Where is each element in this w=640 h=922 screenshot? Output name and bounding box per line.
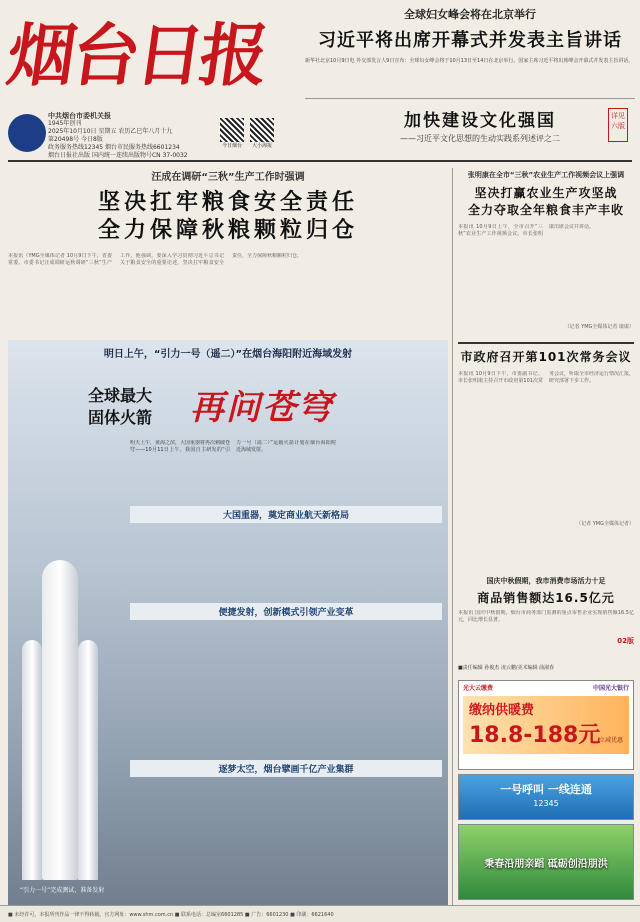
sales-story bbox=[458, 576, 634, 646]
masthead bbox=[2, 6, 298, 112]
rocket-kicker: 明日上午，“引力一号（遥二）”在烟台海阳附近海域发射 bbox=[103, 349, 353, 360]
side-kicker: 张明康在全市“三秋”农业生产工作视频会议上强调 bbox=[467, 171, 625, 179]
top-story bbox=[305, 6, 635, 112]
meeting-body: 本报讯 10月9日下午，市委副书记、市长张明康主持召开市政府第101次常务会议，听取全市经济运行情况汇报，研究部署下步工作。 bbox=[458, 371, 634, 384]
qr-code-icon[interactable] bbox=[250, 118, 274, 142]
rocket-title-line1: 全球最大 bbox=[87, 386, 152, 405]
sales-kicker: 国庆中秋假期，我市消费市场活力十足 bbox=[486, 577, 606, 585]
sales-title[interactable]: 商品销售额达16.5亿元 bbox=[477, 591, 615, 605]
ad-brand-1: 光大云缴费 bbox=[463, 685, 494, 692]
qr-label: 今日烟台 bbox=[221, 143, 242, 149]
today-pages: 今日8版 bbox=[81, 136, 103, 143]
meeting-story bbox=[458, 342, 634, 532]
newspaper-title: 烟台日报 bbox=[2, 16, 270, 96]
ad-fee-title: 缴纳供暖费 bbox=[469, 703, 535, 718]
cn-number: 国内统一连续出版物号CN 37-0032 bbox=[91, 152, 188, 159]
lead-body: 本报讯（YMG全媒体记者 10月9日下午，省委常委、市委书记汪成调研运秋调研“三秋”生产工作。他强调，要深入学习贯彻习近平总书记关于粮食安全的重要论述，坚决扛牢粮食安全责任，全力保障秋粮颗粒归仓。 bbox=[8, 253, 303, 266]
ad-fee-note: 立减优惠 bbox=[598, 737, 623, 744]
rocket-title-line2: 固体火箭 bbox=[87, 408, 152, 427]
lead-story bbox=[8, 168, 448, 338]
top-headline[interactable]: 习近平将出席开幕式并发表主旨讲话 bbox=[318, 30, 622, 51]
org: 烟台日报社出版 bbox=[48, 152, 91, 159]
side-story bbox=[458, 170, 634, 338]
ad-brand-2: 中国光大银行 bbox=[592, 685, 629, 692]
banner-text: 秉春沿朋亲蹈 砥砺创沿朋洪 bbox=[484, 859, 608, 870]
footer: ■ 未经许可，本报所刊作品一律不得转载。官方网址：www.shm.com.cn ■ 联系电话：总编室6601285 ■ 广告：6601230 ■ 印刷：6621640 bbox=[0, 905, 640, 922]
party-logo-icon bbox=[8, 114, 46, 152]
culture-title[interactable]: 加快建设文化强国 bbox=[404, 111, 556, 131]
culture-page-tag[interactable]: 详见六版 bbox=[608, 108, 628, 142]
meeting-credit: （记者 YMG全媒体记者） bbox=[576, 521, 634, 527]
rocket-caption: “引力一号”完成测试，准备发射 bbox=[20, 887, 105, 894]
spring-banner-ad[interactable] bbox=[458, 824, 634, 900]
meeting-title[interactable]: 市政府召开第101次常务会议 bbox=[460, 350, 632, 364]
hotline-title: 一号呼叫 一线连通 bbox=[500, 783, 592, 796]
rocket-body: 明天上午，黄海之滨，大国重器将再次刺破苍穹——10月11日上午，我国自主研发的“引力一号（遥二）”运载火箭计划在烟台海阳附近海域发射。 bbox=[130, 440, 336, 453]
side-credit: （记者 YMG全媒体记者 康康） bbox=[564, 324, 634, 330]
rocket-calligraphy: 再问苍穹 bbox=[190, 388, 334, 428]
publisher: 中共烟台市委机关报 bbox=[48, 112, 111, 120]
service-line: 政务服务热线12345 烟台市民服务热线6601234 bbox=[48, 144, 180, 151]
rocket-article bbox=[130, 440, 442, 900]
lead-kicker: 汪成在调研“三秋”生产工作时强调 bbox=[151, 172, 305, 183]
rocket-image bbox=[20, 520, 100, 890]
side-headline-2[interactable]: 全力夺取全年粮食丰产丰收 bbox=[467, 203, 624, 217]
lead-headline-1[interactable]: 坚决扛牢粮食安全责任 bbox=[97, 190, 358, 215]
rocket-section-3: 逐梦太空，烟台擘画千亿产业集群 bbox=[130, 760, 442, 777]
editors-line: ■责任编辑 孙俊杰 凌云鹏/美术编辑 曲淑春 bbox=[458, 665, 555, 671]
sales-body: 本报讯 国庆中秋假期，烟台市商务部门监测的重点零售企业实现销售额16.5亿元，同比增长显著。 bbox=[458, 610, 634, 623]
qr-codes bbox=[220, 118, 280, 158]
hotline-ad[interactable] bbox=[458, 774, 634, 820]
qr-label: 大小海报 bbox=[251, 143, 272, 149]
top-kicker: 全球妇女峰会将在北京举行 bbox=[404, 8, 536, 21]
hotline-number: 12345 bbox=[533, 799, 559, 808]
founded: 1945年创刊 bbox=[48, 120, 82, 127]
culture-subtitle: ——习近平文化思想的生动实践系列述评之二 bbox=[400, 134, 560, 143]
side-body: 本报讯 10月9日上午，全市召开“三秋”农业生产工作视频会议。市长张明康出席会议并讲话。 bbox=[458, 224, 595, 237]
sales-jump[interactable]: 02版 bbox=[617, 637, 634, 645]
issue-number: 第20498号 bbox=[48, 136, 80, 143]
issue-line: 2025年10月10日 星期五 农历乙巳年八月十九 bbox=[48, 128, 173, 135]
side-headline-1[interactable]: 坚决打赢农业生产攻坚战 bbox=[474, 186, 618, 200]
rocket-section-2: 便捷发射，创新模式引领产业变革 bbox=[130, 603, 442, 620]
culture-story bbox=[355, 106, 605, 146]
ad-fee-range: 18.8-188元 bbox=[469, 723, 601, 748]
heating-fee-ad[interactable] bbox=[458, 680, 634, 770]
top-summary: 新华社北京10月9日电 外交部发言人9日宣布：全球妇女峰会将于10月13日至14日在北京举行。国家主席习近平将出席峰会开幕式并发表主旨讲话。 bbox=[305, 58, 634, 64]
qr-code-icon[interactable] bbox=[220, 118, 244, 142]
rocket-section-1: 大国重器，奠定商业航天新格局 bbox=[130, 506, 442, 523]
rocket-title[interactable] bbox=[60, 385, 180, 429]
divider bbox=[305, 98, 635, 99]
header-rule bbox=[8, 160, 632, 162]
column-divider bbox=[452, 168, 453, 908]
lead-headline-2[interactable]: 全力保障秋粮颗粒归仓 bbox=[97, 218, 358, 243]
